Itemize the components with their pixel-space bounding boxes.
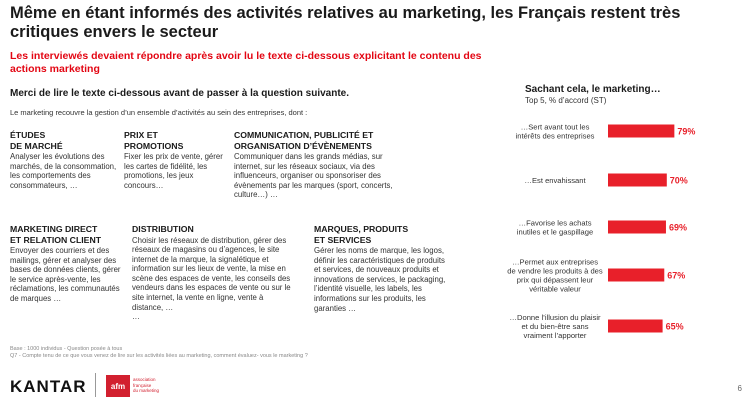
afm-logo: afm [106,375,130,397]
activity-block-prix [124,130,230,190]
category-label: …Est envahissant [524,176,586,185]
value-label: 67% [667,270,686,281]
kantar-logo: KANTAR [10,377,87,396]
activity-title: DISTRIBUTION [132,224,194,234]
activity-description: Analyser les évolutions des marchés, de la consommation, les comportements des consommateurs, … [10,152,117,190]
activity-description: Envoyer des courriers et des mailings, gérer et analyser des bases de données clients, gérer le service après-vente, les réclamations, les communautés de marques … [10,246,121,303]
bar [608,221,666,234]
activity-block-marketing-direct [10,224,126,304]
intro-text: Le marketing recouvre la gestion d’un ensemble d’activités au sein des entreprises, dont : [10,108,308,117]
logo-divider [95,373,96,397]
value-label: 69% [668,222,687,233]
category-label: …Sert avant tout les intérêts des entreprises [515,122,595,141]
chart-subtitle: Top 5, % d’accord (ST) [525,96,607,105]
activity-block-marques [314,224,446,313]
activity-title: PRIX ET PROMOTIONS [124,130,184,151]
category-label: …Permet aux entreprises de vendre les produits à des prix qui dépassent leur véritable valeur [507,257,603,294]
footnote-question: Q7 - Compte tenu de ce que vous venez de lire sur les activités liées au marketing, comment évaluez- vous le marketing ? [10,353,308,359]
activity-block-communication [234,130,410,200]
value-label: 65% [665,321,684,332]
bar [608,269,664,282]
bar [608,174,667,187]
value-label: 79% [677,126,696,137]
footnote-base: Base : 1000 individus - Question posée à tous [10,346,123,352]
activity-description: Choisir les réseaux de distribution, gérer des réseaux de magasins ou d’agences, le site internet de la marque, la signalétique et information sur les lieux de vente, la mise en scène des espaces de vente, les conseils des vendeurs dans les espaces de vente ou sur le site internet, la vente en ligne, vente à distance, … … [132,235,291,322]
afm-logo-text: association française du marketing [133,377,160,393]
activity-title: COMMUNICATION, PUBLICITÉ ET ORGANISATION D’ÉVÈNEMENTS [234,130,374,151]
activity-description: Communiquer dans les grands médias, sur internet, sur les réseaux sociaux, via des influenceurs, organiser ou sponsoriser des évènements par les marques (sport, concerts, culture…) … [234,152,393,200]
activity-description: Fixer les prix de vente, gérer les cartes de fidélité, les promotions, les jeux concours… [124,152,223,190]
category-label: …Favorise les achats inutiles et le gaspillage [516,218,594,237]
activity-description: Gérer les noms de marque, les logos, définir les caractéristiques de produits et services, de nouveaux produits et innovations de services, le packaging, l’identité visuelle, les labels, les informations sur les produits, les garanties … [314,246,446,313]
activity-block-etudes [10,130,122,190]
category-label: …Donne l’illusion du plaisir et du bien-être sans vraiment l’apporter [509,313,601,340]
activity-title: MARKETING DIRECT ET RELATION CLIENT [10,224,102,245]
page-title: Même en étant informés des activités relatives au marketing, les Français restent très critiques envers le secteur [10,4,681,41]
bar [608,320,663,333]
page-number: 6 [737,384,742,393]
value-label: 70% [669,175,688,186]
bar-chart [470,115,754,347]
activity-block-distribution [132,224,294,322]
activity-title: MARQUES, PRODUITS ET SERVICES [314,224,409,245]
bar [608,125,674,138]
chart-title: Sachant cela, le marketing… [525,84,661,95]
instruction-text: Merci de lire le texte ci-dessous avant de passer à la question suivante. [10,88,350,99]
activity-title: ÉTUDES DE MARCHÉ [10,130,63,151]
page-subtitle: Les interviewés devaient répondre après avoir lu le texte ci-dessous explicitant le contenu des actions marketing [10,50,482,75]
